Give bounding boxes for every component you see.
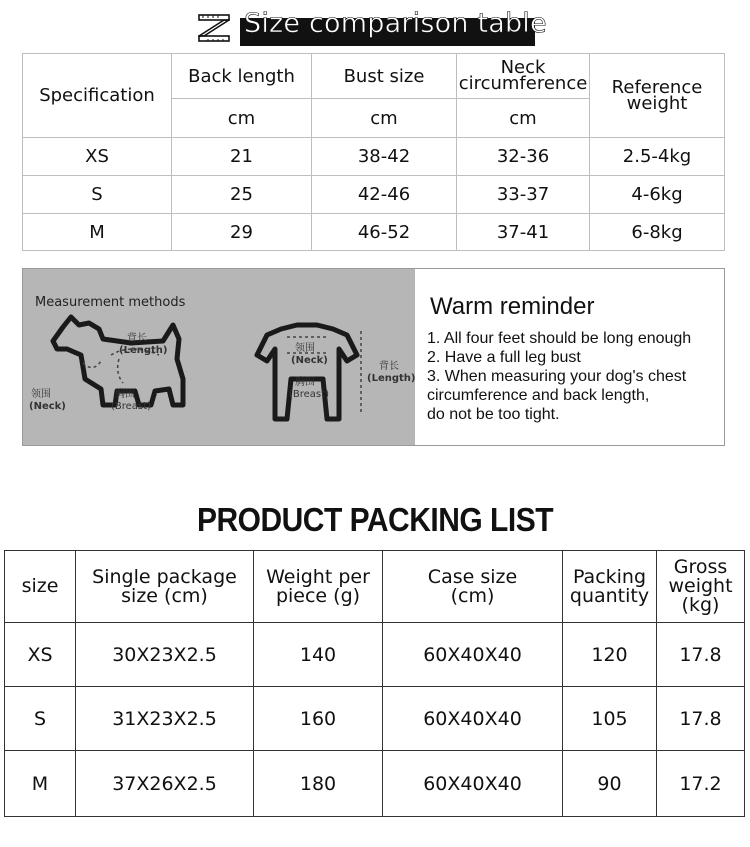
cell-weight: 2.5-4kg	[590, 138, 725, 176]
dog1-neck-cn: 领围	[31, 389, 51, 400]
header-neck-line1: Neck	[500, 57, 546, 78]
dog2-back-en: (Length)	[367, 373, 415, 384]
header-line: (cm)	[450, 584, 495, 607]
header-line: Gross	[673, 556, 728, 578]
cell-size: M	[23, 214, 172, 251]
table-row	[5, 623, 745, 687]
cell-case-size: 60X40X40	[383, 623, 563, 687]
header-weight-line2: weight	[626, 92, 688, 114]
header-neck-circumference	[457, 54, 590, 99]
cell-weight: 6-8kg	[590, 214, 725, 251]
dog2-neck-cn: 领围	[295, 343, 315, 354]
header-packing-quantity	[563, 551, 657, 623]
cell-size: S	[5, 687, 76, 751]
reminder-line: 1. All four feet should be long enough	[427, 330, 692, 347]
header-line: Packing	[572, 565, 647, 588]
cell-size: M	[5, 751, 76, 817]
cell-back-length: 29	[172, 214, 312, 251]
header-line: piece (g)	[275, 584, 361, 607]
reminder-line: 2. Have a full leg bust	[427, 349, 581, 366]
cell-neck: 33-37	[457, 176, 590, 214]
cell-packing-quantity: 90	[563, 751, 657, 817]
header-back-length: Back length	[172, 54, 312, 99]
dog1-back-en: (Length)	[119, 345, 168, 356]
cell-single-package-size: 37X26X2.5	[76, 751, 254, 817]
header-reference-weight	[590, 54, 725, 138]
dog2-neck-en: (Neck)	[291, 355, 328, 366]
header-weight-per-piece	[254, 551, 383, 623]
header-case-size	[383, 551, 563, 623]
header-line: Case size	[427, 565, 518, 588]
header-specification: Specification	[23, 54, 172, 138]
packing-list-table	[4, 550, 745, 817]
dog2-breast-cn: 胸围	[295, 377, 315, 388]
header-single-package-size	[76, 551, 254, 623]
dog2-breast-en: (Breast)	[289, 389, 329, 400]
cell-bust-size: 42-46	[312, 176, 457, 214]
warm-reminder-title: Warm reminder	[430, 293, 595, 320]
cell-gross-weight: 17.8	[657, 687, 745, 751]
header-line: quantity	[569, 584, 650, 607]
header-size: size	[5, 551, 76, 623]
cell-packing-quantity: 105	[563, 687, 657, 751]
cell-bust-size: 46-52	[312, 214, 457, 251]
cell-weight-per-piece: 160	[254, 687, 383, 751]
dog1-back-cn: 背长	[127, 333, 147, 344]
dog2-back-cn: 背长	[379, 361, 399, 372]
cell-case-size: 60X40X40	[383, 751, 563, 817]
reminder-line: 3. When measuring your dog's chest	[427, 368, 687, 385]
cell-weight-per-piece: 140	[254, 623, 383, 687]
measurement-methods-label: Measurement methods	[35, 295, 186, 310]
measurement-panel	[22, 268, 725, 446]
table-row	[5, 751, 745, 817]
size-comparison-title: Size comparison table	[244, 8, 547, 39]
header-line: (kg)	[681, 594, 720, 616]
cell-gross-weight: 17.8	[657, 623, 745, 687]
dog1-breast-cn: 胸围	[115, 389, 135, 400]
cell-back-length: 25	[172, 176, 312, 214]
cell-gross-weight: 17.2	[657, 751, 745, 817]
cell-weight: 4-6kg	[590, 176, 725, 214]
cell-single-package-size: 30X23X2.5	[76, 623, 254, 687]
header-bust-size: Bust size	[312, 54, 457, 99]
header-neck-line2: circumference	[458, 73, 588, 94]
dog-garment-icon	[257, 325, 357, 419]
header-gross-weight	[657, 551, 745, 623]
cell-single-package-size: 31X23X2.5	[76, 687, 254, 751]
cell-neck: 32-36	[457, 138, 590, 176]
tape-measure-icon	[198, 14, 230, 42]
packing-header-row	[5, 551, 745, 623]
header-line: weight	[668, 575, 733, 597]
cell-bust-size: 38-42	[312, 138, 457, 176]
dog-measurement-diagram	[23, 309, 415, 445]
cell-packing-quantity: 120	[563, 623, 657, 687]
header-line: size (cm)	[121, 584, 208, 607]
warm-reminder-list	[427, 329, 727, 424]
table-row	[23, 176, 725, 214]
reminder-line: do not be too tight.	[427, 406, 560, 423]
cell-size: S	[23, 176, 172, 214]
cell-neck: 37-41	[457, 214, 590, 251]
header-weight-line1: Reference	[611, 76, 703, 98]
measurement-illustration	[23, 269, 415, 445]
table-row	[23, 138, 725, 176]
cell-weight-per-piece: 180	[254, 751, 383, 817]
dog1-breast-en: (Breast)	[111, 401, 151, 412]
table-row	[5, 687, 745, 751]
cell-size: XS	[23, 138, 172, 176]
dog1-neck-en: (Neck)	[29, 401, 66, 412]
unit-back-length: cm	[172, 99, 312, 138]
reminder-line: circumference and back length,	[427, 387, 650, 404]
header-line: Weight per	[266, 565, 370, 588]
header-line: Single package	[92, 565, 237, 588]
cell-back-length: 21	[172, 138, 312, 176]
unit-bust-size: cm	[312, 99, 457, 138]
size-comparison-table	[22, 53, 725, 251]
unit-neck: cm	[457, 99, 590, 138]
packing-list-title: PRODUCT PACKING LIST	[196, 502, 554, 539]
cell-size: XS	[5, 623, 76, 687]
cell-case-size: 60X40X40	[383, 687, 563, 751]
table-row	[23, 214, 725, 251]
